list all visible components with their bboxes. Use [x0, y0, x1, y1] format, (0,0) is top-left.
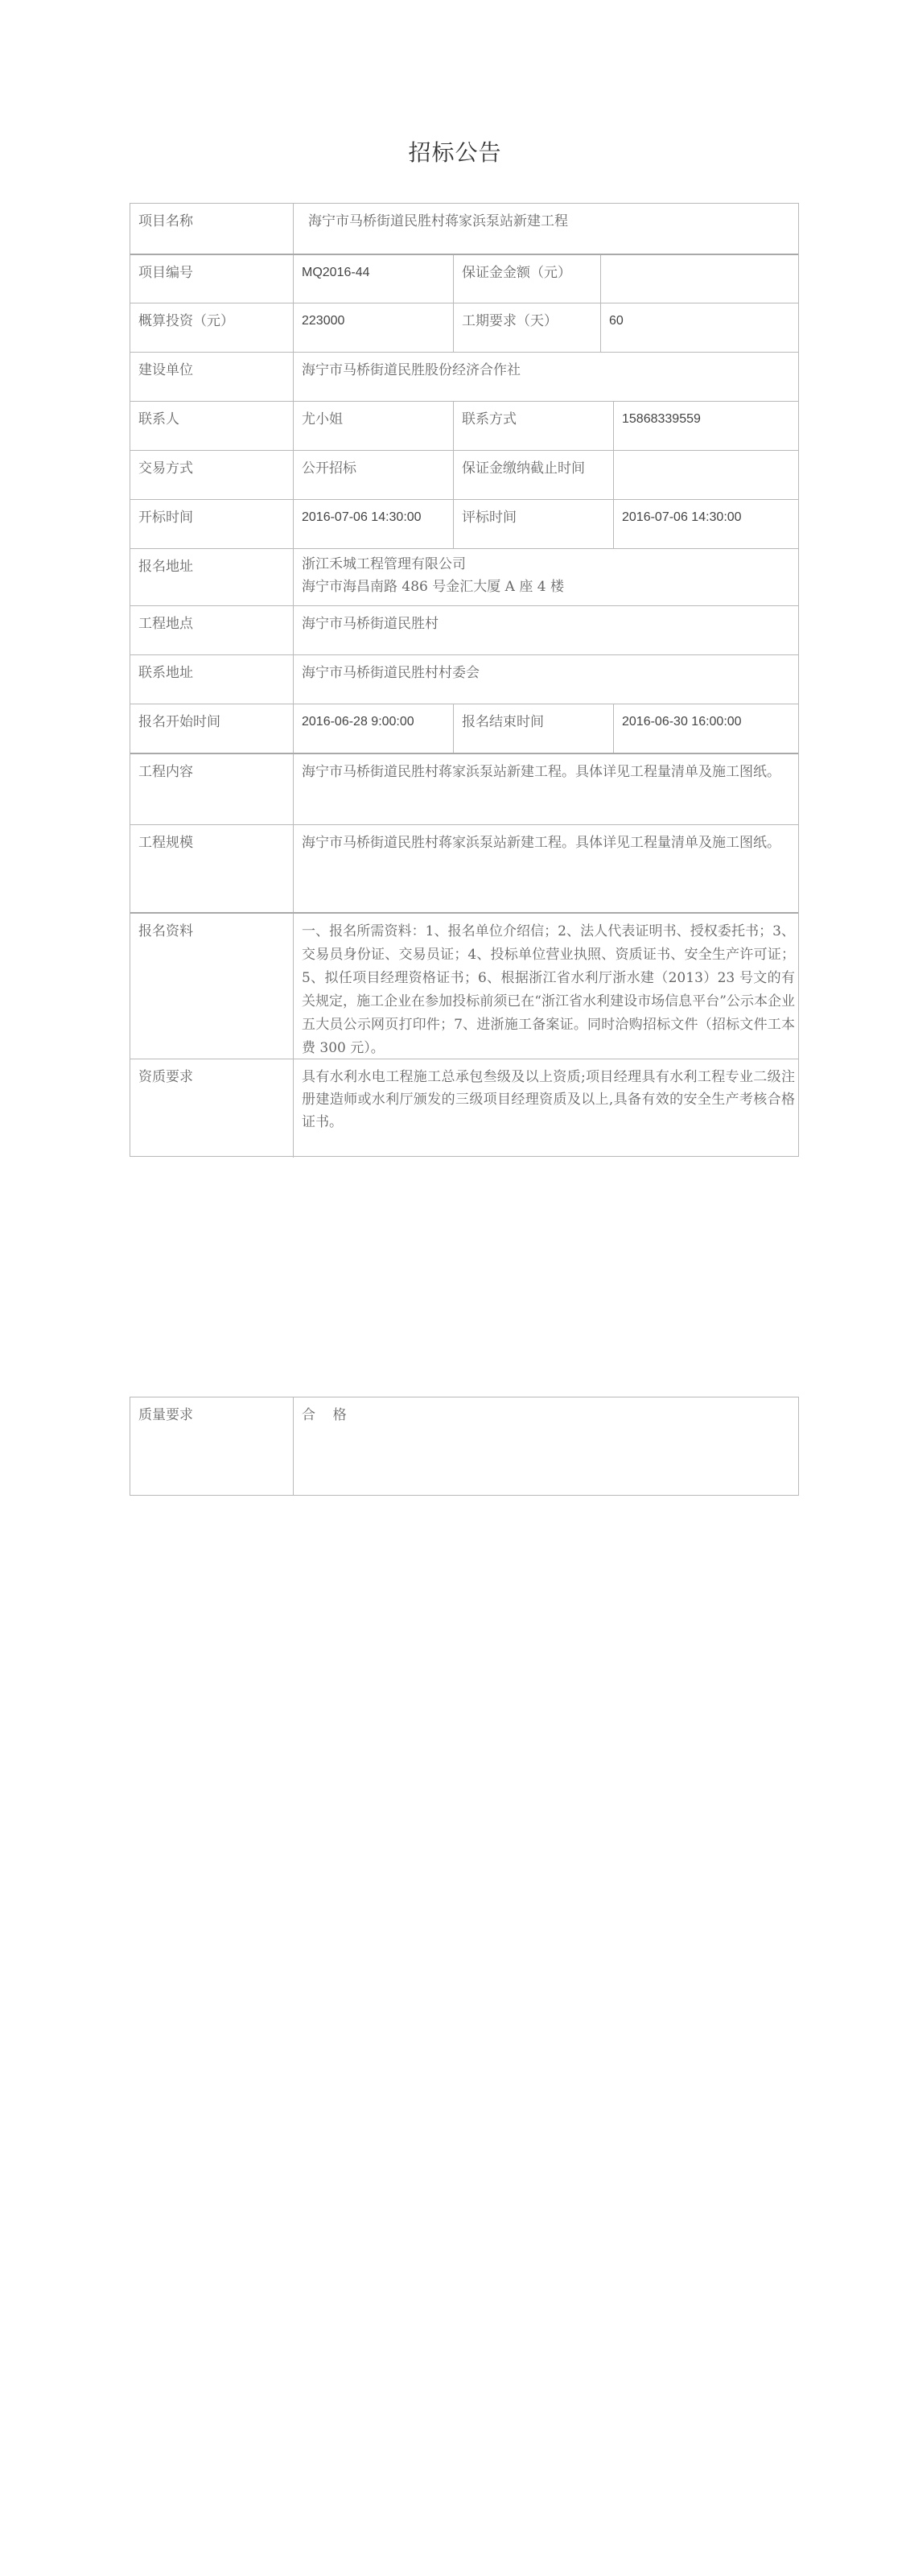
value-reg-addr — [293, 549, 800, 605]
value-reg-start: 2016-06-28 9:00:00 — [293, 704, 453, 753]
row-content — [130, 753, 798, 824]
row-reg-time — [130, 704, 798, 753]
label-trade: 交易方式 — [138, 460, 193, 477]
label-scale: 工程规模 — [138, 835, 193, 851]
page-title: 招标公告 — [408, 139, 502, 166]
value-contact: 尤小姐 — [293, 402, 453, 450]
label-eval-time: 评标时间 — [453, 500, 613, 548]
value-deposit-amount — [600, 255, 800, 303]
value-contact-addr: 海宁市马桥街道民胜村村委会 — [293, 655, 800, 704]
value-trade: 公开招标 — [293, 451, 453, 499]
row-scale — [130, 824, 798, 912]
value-open-time: 2016-07-06 14:30:00 — [293, 500, 453, 548]
label-content: 工程内容 — [138, 764, 193, 780]
row-open-time — [130, 499, 798, 548]
row-materials — [130, 912, 798, 1059]
label-reg-end: 报名结束时间 — [453, 704, 613, 753]
value-content: 海宁市马桥街道民胜村蒋家浜泵站新建工程。具体详见工程量清单及施工图纸。 — [293, 754, 800, 824]
value-duration: 60 — [600, 303, 800, 352]
label-budget: 概算投资（元） — [138, 313, 234, 329]
label-deposit-amount: 保证金金额（元） — [453, 255, 600, 303]
value-budget: 223000 — [293, 303, 453, 352]
reg-addr-street: 海宁市海昌南路 486 号金汇大厦 A 座 4 楼 — [302, 579, 564, 595]
value-eval-time: 2016-07-06 14:30:00 — [613, 500, 800, 548]
label-reg-start: 报名开始时间 — [138, 714, 220, 730]
value-reg-end: 2016-06-30 16:00:00 — [613, 704, 800, 753]
row-project-no — [130, 254, 798, 303]
row-contact-addr — [130, 654, 798, 704]
label-deposit-deadline: 保证金缴纳截止时间 — [453, 451, 613, 499]
row-qualification — [130, 1059, 798, 1158]
row-project-name — [130, 204, 798, 254]
label-contact-phone: 联系方式 — [453, 402, 613, 450]
label-materials: 报名资料 — [138, 923, 193, 939]
label-reg-addr: 报名地址 — [138, 559, 193, 575]
label-quality: 质量要求 — [138, 1407, 193, 1423]
value-project-no: MQ2016-44 — [293, 255, 453, 303]
label-project-name: 项目名称 — [138, 213, 193, 229]
quality-table — [130, 1397, 799, 1496]
row-reg-addr — [130, 548, 798, 605]
value-builder: 海宁市马桥街道民胜股份经济合作社 — [293, 353, 800, 401]
row-contact — [130, 401, 798, 450]
label-qualification: 资质要求 — [138, 1069, 193, 1085]
row-builder — [130, 352, 798, 401]
value-materials: 一、报名所需资料：1、报名单位介绍信；2、法人代表证明书、授权委托书；3、交易员身份证、交易员证；4、投标单位营业执照、资质证书、安全生产许可证；5、拟任项目经理资格证书；6、根据浙江省水利厅浙水建（2013）23 号文的有关规定，施工企业在参加投标前须已在“浙江省水利建设市场信息平台”公示本企业五大员公示网页打印件；7、进浙施工备案证。同时洽购招标文件（招标文件工本费 300 元）。 — [293, 914, 800, 1059]
label-open-time: 开标时间 — [138, 510, 193, 526]
row-site — [130, 605, 798, 654]
label-project-no: 项目编号 — [138, 265, 193, 281]
row-trade — [130, 450, 798, 499]
tender-info-table — [130, 203, 799, 1157]
value-qualification: 具有水利水电工程施工总承包叁级及以上资质;项目经理具有水利工程专业二级注册建造师或水利厅颁发的三级项目经理资质及以上,具备有效的安全生产考核合格证书。 — [293, 1059, 800, 1158]
label-site: 工程地点 — [138, 616, 193, 632]
value-quality: 合 格 — [293, 1397, 800, 1495]
label-builder: 建设单位 — [138, 362, 193, 378]
value-site: 海宁市马桥街道民胜村 — [293, 606, 800, 654]
label-contact-addr: 联系地址 — [138, 665, 193, 681]
reg-addr-company: 浙江禾城工程管理有限公司 — [302, 556, 466, 572]
label-duration: 工期要求（天） — [453, 303, 600, 352]
value-scale: 海宁市马桥街道民胜村蒋家浜泵站新建工程。具体详见工程量清单及施工图纸。 — [293, 825, 800, 912]
row-budget — [130, 303, 798, 352]
label-contact: 联系人 — [138, 411, 179, 427]
value-deposit-deadline — [613, 451, 800, 499]
row-quality — [130, 1397, 798, 1495]
value-project-name: 海宁市马桥街道民胜村蒋家浜泵站新建工程 — [293, 204, 800, 254]
value-contact-phone: 15868339559 — [613, 402, 800, 450]
